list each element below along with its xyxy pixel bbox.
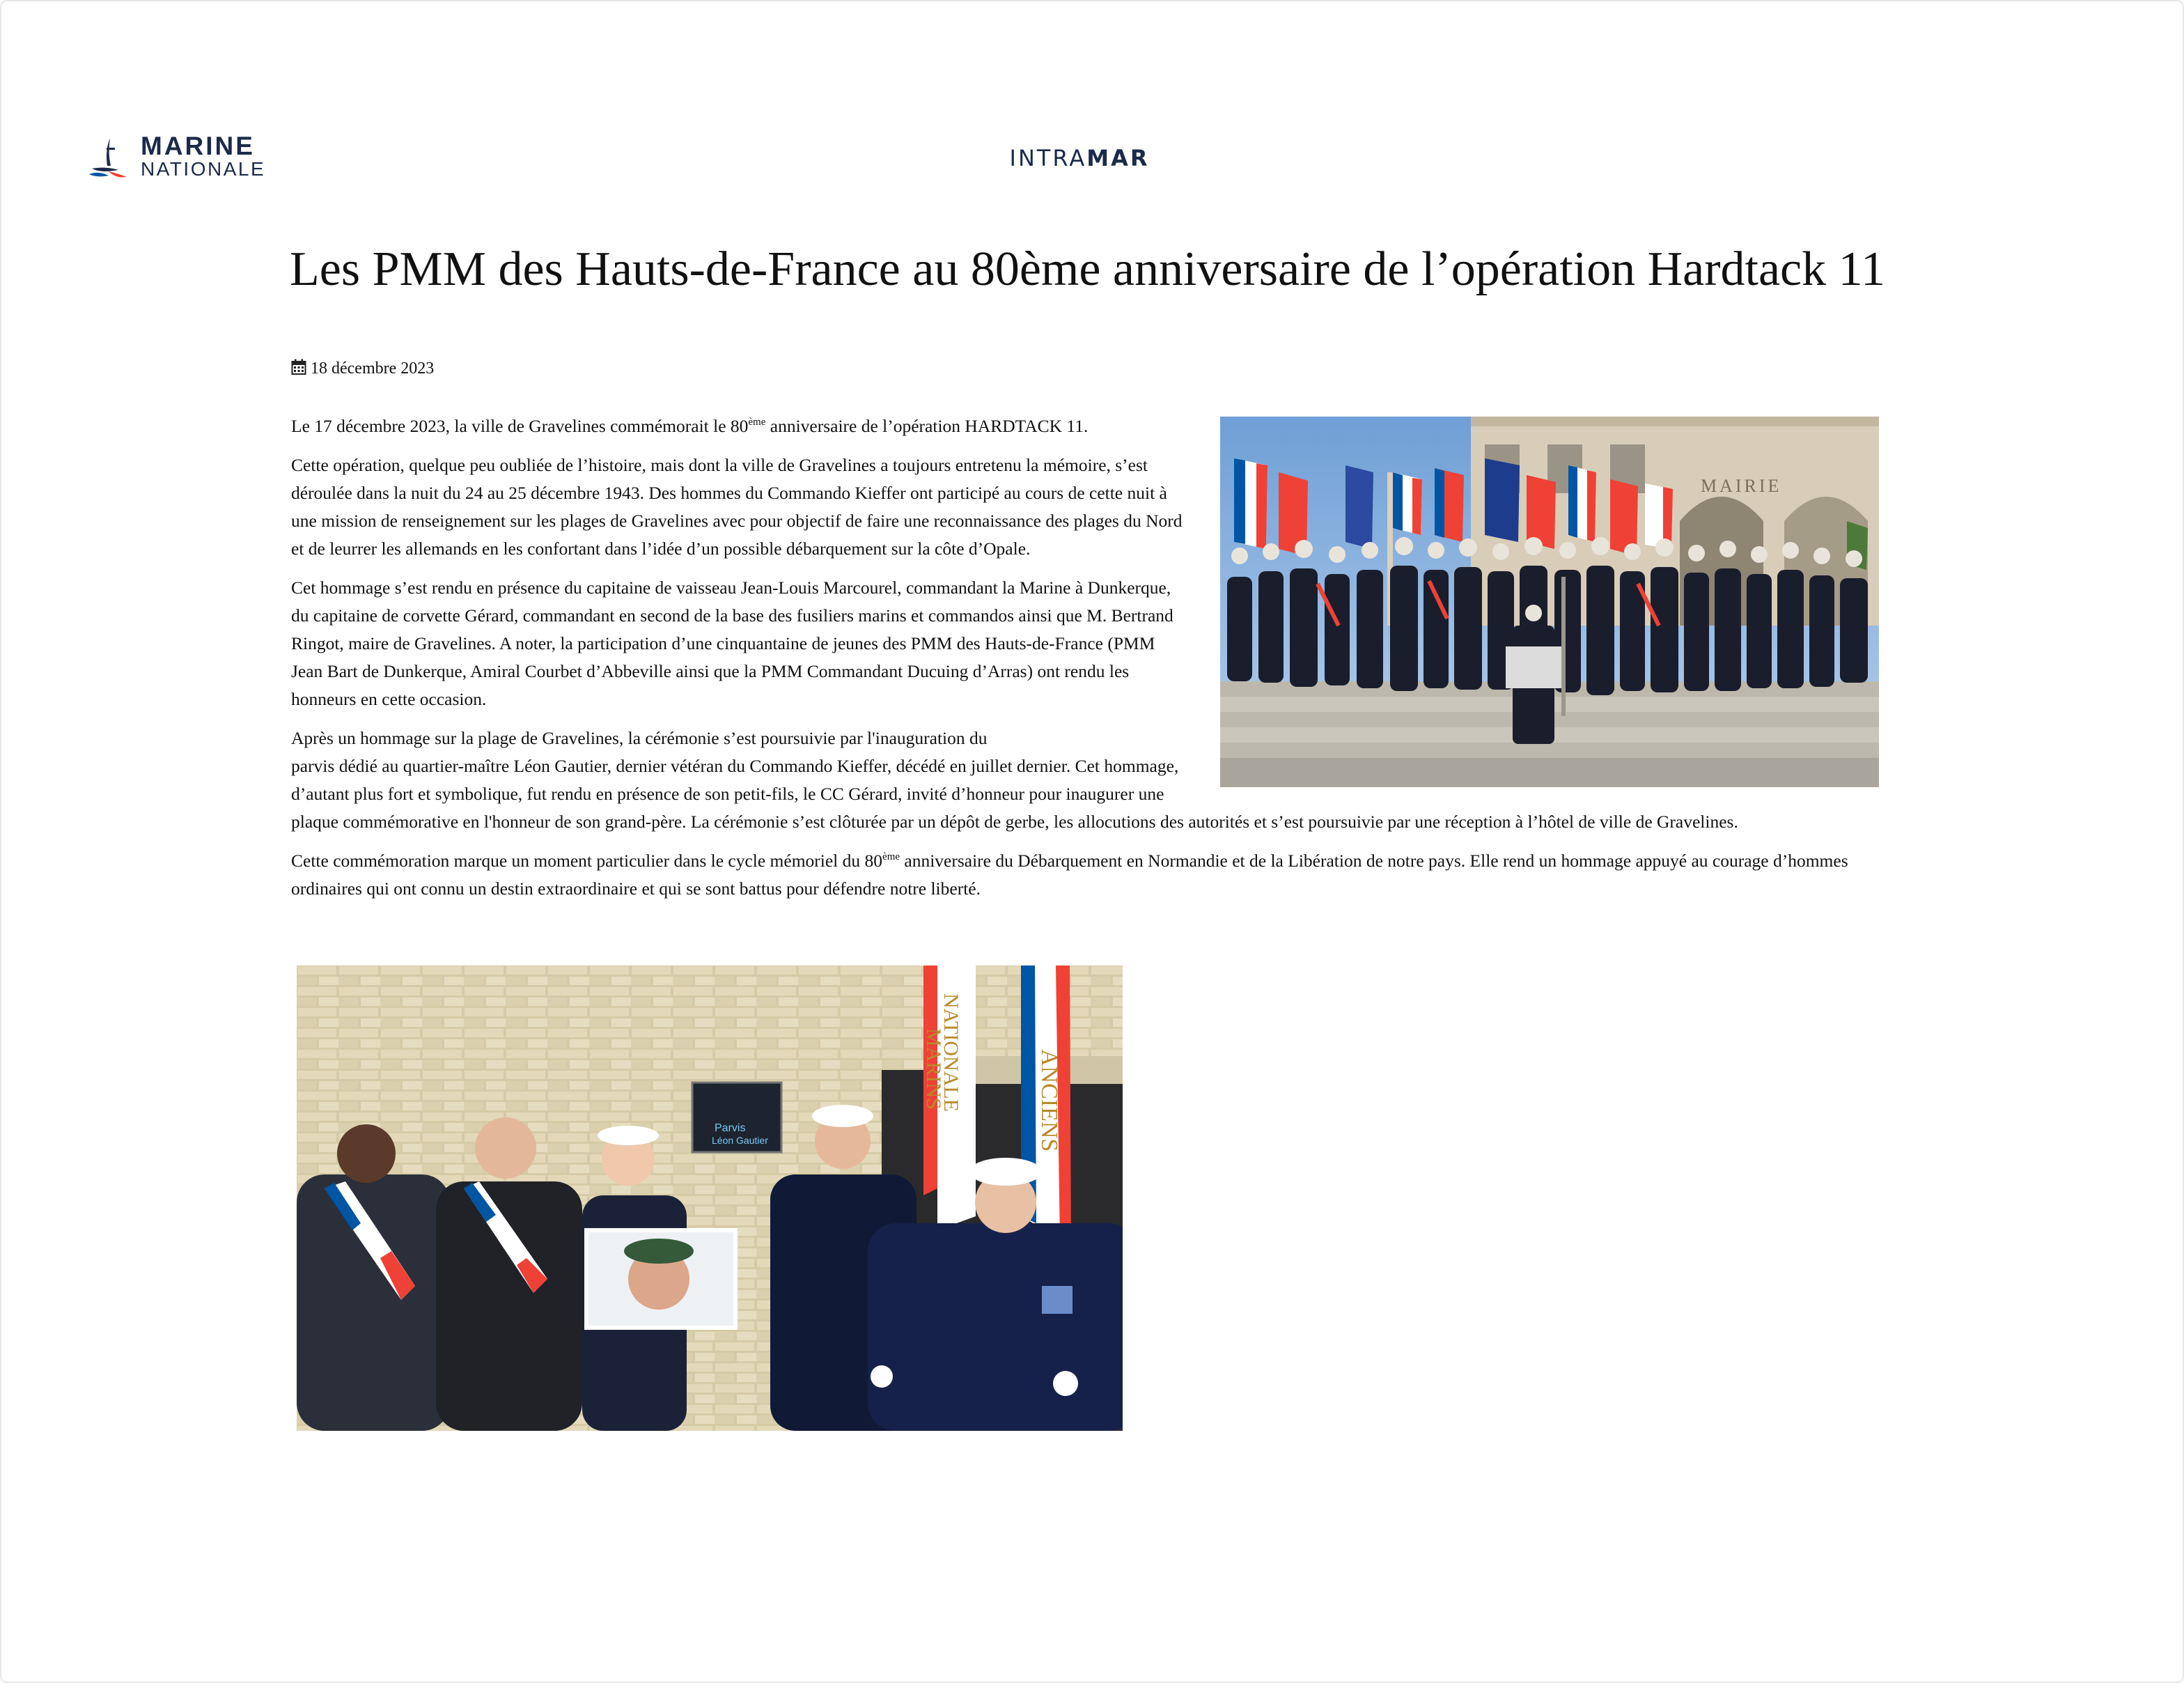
p5-text-a: Cette commémoration marque un moment particulier dans le cycle mémoriel du 80 xyxy=(291,851,883,871)
article-title: Les PMM des Hauts-de-France au 80ème anniversaire de l’opération Hardtack 11 xyxy=(290,242,1886,296)
logo-line-2: NATIONALE xyxy=(141,158,266,180)
site-name-intramar[interactable] xyxy=(975,145,1184,171)
mairie-sign: MAIRIE xyxy=(1701,476,1782,496)
article-body xyxy=(291,412,1879,914)
article-date-text: 18 décembre 2023 xyxy=(311,359,435,378)
marine-nationale-logo[interactable] xyxy=(88,132,266,183)
article-date xyxy=(291,358,434,379)
p5-text-b: anniversaire du Débarquement en Normandie et de la Libération de notre pays. Elle rend un hommage appuyé au courage d’hommes ordinaires qui ont connu un destin extraordinaire et qui se sont battus pour défendre notre liberté. xyxy=(291,851,1848,899)
plaque-line-2: Léon Gautier xyxy=(712,1135,768,1146)
site-name-part2: MAR xyxy=(1086,145,1150,171)
paragraph-3: Cet hommage s’est rendu en présence du capitaine de vaisseau Jean-Louis Marcourel, commandant la Marine à Dunkerque, du capitaine de corvette Gérard, commandant en second de la base des fusiliers marins et commandos ainsi que M. Bertrand Ringot, maire de Gravelines. A noter, la participation d’une cinquantaine de jeunes des PMM des Hauts-de-France (PMM Jean Bart de Dunkerque, Amiral Courbet d’Abbeville ainsi que la PMM Commandant Ducuing d’Arras) ont rendu les honneurs en cette occasion. xyxy=(291,577,1173,709)
p1-text-a: Le 17 décembre 2023, la ville de Gravelines commémorait le 80 xyxy=(291,416,749,436)
anchor-logo-icon xyxy=(88,135,130,180)
site-name-part1: INTRA xyxy=(1009,145,1087,171)
flag-text-1: NATIONALE xyxy=(939,993,962,1112)
group-photo xyxy=(1220,417,1879,787)
plaque-inauguration-photo xyxy=(297,965,1123,1431)
paragraph-5 xyxy=(291,847,1879,903)
p1-sup: ème xyxy=(748,417,766,428)
logo-line-1: MARINE xyxy=(141,132,255,160)
calendar-icon xyxy=(291,359,306,375)
plaque-line-1: Parvis xyxy=(715,1122,746,1134)
flag-text-2: ANCIENS xyxy=(1036,1049,1062,1152)
p4-text-b: parvis dédié au quartier-maître Léon Gautier, dernier vétéran du Commando Kieffer, décédé en juillet dernier. Cet hommage, d’autant plus fort et symbolique, fut rendu en présence de son petit-fils, le CC Gérard, invité d’honneur pour inaugurer une plaque commémorative en l'honneur de son grand-père. La cérémonie s’est clôturée par un dépôt de gerbe, les allocutions des autorités et s’est poursuivie par une réception à l’hôtel de ville de Gravelines. xyxy=(291,756,1738,832)
p4-text-a: Après un hommage sur la plage de Gravelines, la cérémonie s’est poursuivie par l'inauguration du xyxy=(291,728,988,748)
p5-sup: ème xyxy=(882,851,900,862)
flag-text-1b: MARINS xyxy=(922,1028,945,1110)
paragraph-2: Cette opération, quelque peu oubliée de l’histoire, mais dont la ville de Gravelines a toujours entretenu la mémoire, s’est déroulée dans la nuit du 24 au 25 décembre 1943. Des hommes du Commando Kieffer ont participé au cours de cette nuit à une mission de renseignement sur les plages de Gravelines avec pour objectif de faire une reconnaissance des plages du Nord et de leurrer les allemands en les confortant dans l’idée d’un possible débarquement sur la côte d’Opale. xyxy=(291,455,1183,559)
p1-text-b: anniversaire de l’opération HARDTACK 11. xyxy=(765,416,1089,436)
